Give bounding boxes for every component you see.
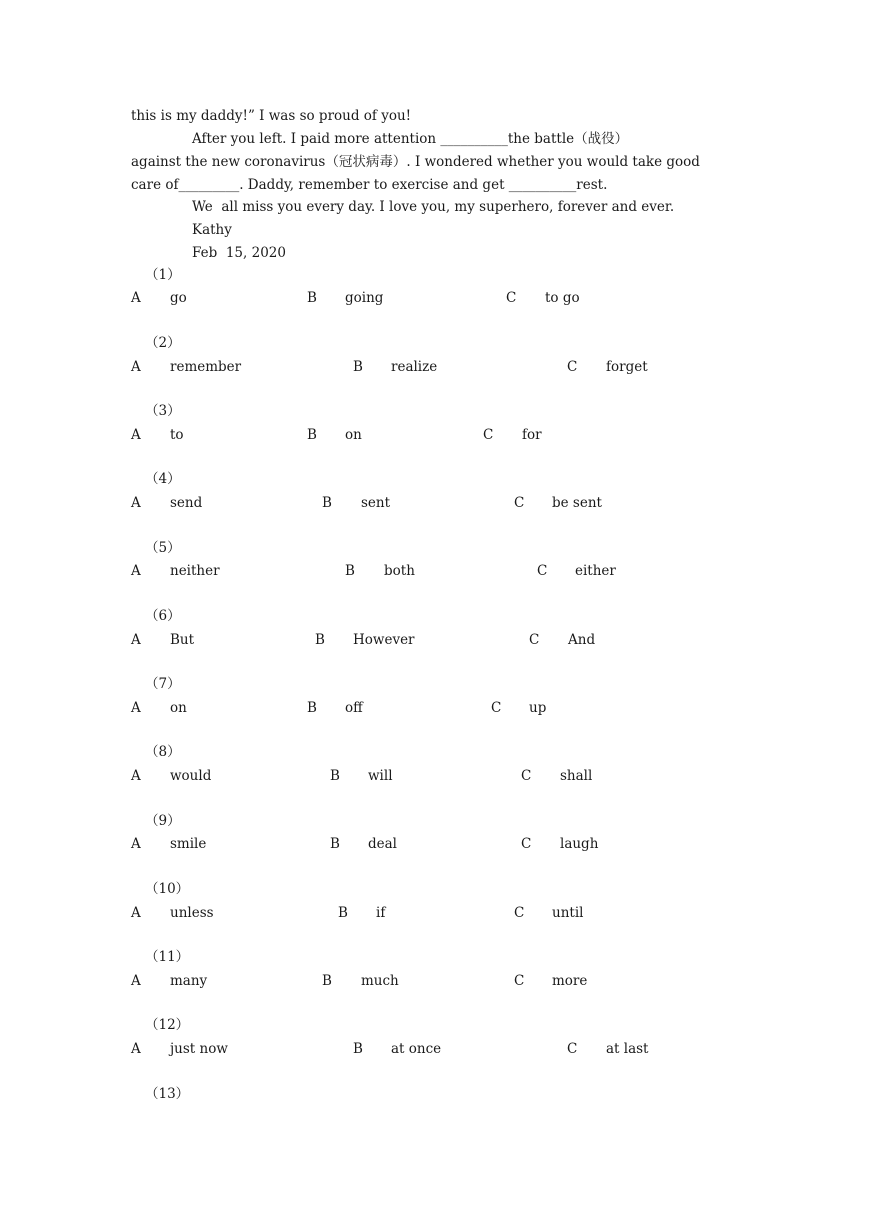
option-letter-a: A — [131, 768, 141, 784]
option-a: just now — [170, 1041, 228, 1057]
option-c: at last — [606, 1041, 649, 1057]
passage-line-1: this is my daddy!” I was so proud of you! — [131, 108, 412, 124]
option-letter-b: B — [322, 973, 332, 989]
option-letter-a: A — [131, 632, 141, 648]
option-letter-c: C — [506, 290, 517, 306]
option-c: And — [568, 632, 596, 648]
option-b: at once — [391, 1041, 442, 1057]
option-b: realize — [391, 359, 438, 375]
letter-date: Feb 15, 2020 — [192, 245, 286, 261]
option-letter-c: C — [491, 700, 502, 716]
option-letter-c: C — [514, 905, 525, 921]
option-c: forget — [606, 359, 648, 375]
option-b: going — [345, 290, 384, 306]
option-c: until — [552, 905, 584, 921]
option-c: up — [529, 700, 547, 716]
option-a: send — [170, 495, 203, 511]
option-letter-b: B — [330, 836, 340, 852]
option-letter-c: C — [529, 632, 540, 648]
option-letter-b: B — [330, 768, 340, 784]
option-a: smile — [170, 836, 207, 852]
option-letter-a: A — [131, 427, 141, 443]
option-letter-b: B — [338, 905, 348, 921]
option-a: on — [170, 700, 187, 716]
question-number: （9） — [145, 813, 181, 829]
option-a: would — [170, 768, 212, 784]
passage-line-5: We all miss you every day. I love you, my superhero, forever and ever. — [192, 199, 675, 215]
option-b: on — [345, 427, 362, 443]
option-letter-c: C — [521, 836, 532, 852]
option-letter-c: C — [514, 973, 525, 989]
letter-signature: Kathy — [192, 222, 232, 238]
option-letter-a: A — [131, 973, 141, 989]
question-number: （11） — [145, 949, 190, 965]
option-letter-b: B — [307, 427, 317, 443]
option-letter-a: A — [131, 290, 141, 306]
option-letter-b: B — [322, 495, 332, 511]
option-letter-c: C — [567, 1041, 578, 1057]
option-c: be sent — [552, 495, 602, 511]
option-a: many — [170, 973, 208, 989]
option-a: neither — [170, 563, 220, 579]
option-b: deal — [368, 836, 397, 852]
option-b: if — [376, 905, 386, 921]
option-c: laugh — [560, 836, 599, 852]
option-letter-b: B — [307, 700, 317, 716]
option-letter-c: C — [521, 768, 532, 784]
question-number: （12） — [145, 1017, 190, 1033]
option-letter-a: A — [131, 563, 141, 579]
option-a: go — [170, 290, 187, 306]
question-number: （8） — [145, 744, 181, 760]
option-letter-c: C — [483, 427, 494, 443]
option-letter-b: B — [315, 632, 325, 648]
question-number: （10） — [145, 881, 190, 897]
option-letter-b: B — [345, 563, 355, 579]
option-letter-a: A — [131, 495, 141, 511]
option-letter-c: C — [567, 359, 578, 375]
option-c: to go — [545, 290, 580, 306]
question-number: （3） — [145, 403, 181, 419]
question-number: （6） — [145, 608, 181, 624]
option-a: to — [170, 427, 184, 443]
option-b: will — [368, 768, 393, 784]
option-a: But — [170, 632, 195, 648]
option-letter-a: A — [131, 1041, 141, 1057]
option-letter-c: C — [537, 563, 548, 579]
option-c: shall — [560, 768, 593, 784]
option-letter-c: C — [514, 495, 525, 511]
option-b: sent — [361, 495, 391, 511]
question-number: （2） — [145, 335, 181, 351]
option-c: either — [575, 563, 616, 579]
option-c: more — [552, 973, 588, 989]
question-number: （5） — [145, 540, 181, 556]
option-letter-b: B — [353, 1041, 363, 1057]
question-number: （13） — [145, 1086, 190, 1102]
option-letter-a: A — [131, 905, 141, 921]
option-b: off — [345, 700, 363, 716]
passage-line-4: care of_________. Daddy, remember to exercise and get __________rest. — [131, 177, 608, 193]
question-number: （4） — [145, 471, 181, 487]
option-b: both — [384, 563, 415, 579]
question-number: （1） — [145, 267, 181, 283]
option-b: much — [361, 973, 399, 989]
option-a: unless — [170, 905, 214, 921]
passage-line-2: After you left. I paid more attention __________the battle（战役） — [192, 131, 629, 147]
option-letter-a: A — [131, 836, 141, 852]
option-letter-b: B — [353, 359, 363, 375]
option-letter-b: B — [307, 290, 317, 306]
passage-line-3: against the new coronavirus（冠状病毒）. I wondered whether you would take good — [131, 154, 700, 170]
question-number: （7） — [145, 676, 181, 692]
option-c: for — [522, 427, 542, 443]
option-letter-a: A — [131, 359, 141, 375]
option-b: However — [353, 632, 415, 648]
option-letter-a: A — [131, 700, 141, 716]
option-a: remember — [170, 359, 242, 375]
